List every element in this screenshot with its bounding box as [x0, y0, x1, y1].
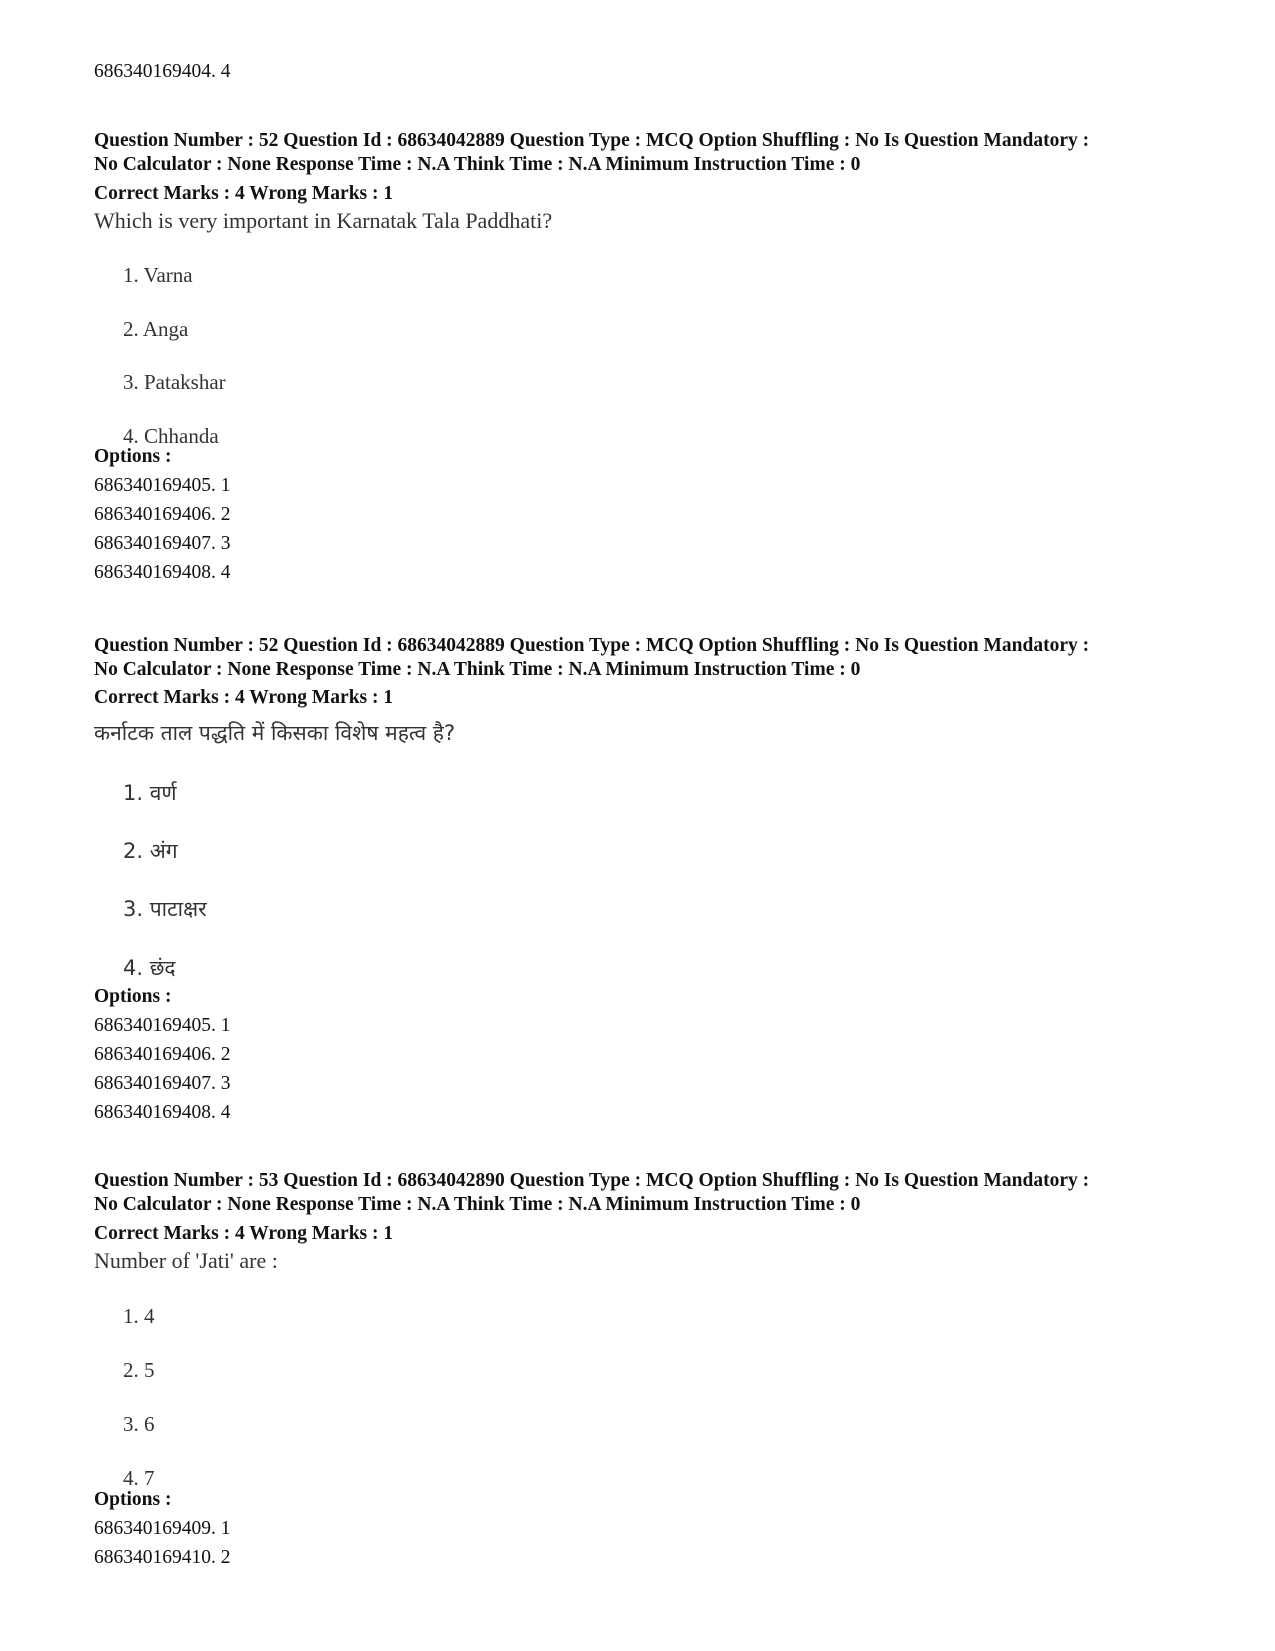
choice-item: 2. Anga: [123, 317, 189, 341]
question-header-line1: Question Number : 53 Question Id : 68634042890 Question Type : MCQ Option Shuffling : No Is Question Mandatory :: [94, 1170, 1090, 1191]
choice-item: 1. 4: [123, 1304, 155, 1328]
choice-item: 1. वर्ण: [123, 781, 177, 805]
choice-item: 4. छंद: [123, 956, 176, 980]
option-line: 686340169407. 3: [94, 533, 231, 554]
option-line: 686340169405. 1: [94, 475, 231, 496]
choice-item: 2. अंग: [123, 839, 178, 863]
choice-item: 3. 6: [123, 1412, 155, 1436]
question-header-line2: No Calculator : None Response Time : N.A Think Time : N.A Minimum Instruction Time : 0: [94, 154, 861, 175]
question-header-line1: Question Number : 52 Question Id : 68634042889 Question Type : MCQ Option Shuffling : No Is Question Mandatory :: [94, 635, 1090, 656]
options-label: Options :: [94, 1489, 172, 1510]
marks-line: Correct Marks : 4 Wrong Marks : 1: [94, 1223, 394, 1244]
question-header-line2: No Calculator : None Response Time : N.A Think Time : N.A Minimum Instruction Time : 0: [94, 659, 861, 680]
option-line: 686340169404. 4: [94, 61, 231, 82]
question-text: कर्नाटक ताल पद्धति में किसका विशेष महत्व है?: [94, 721, 456, 745]
choice-item: 3. Patakshar: [123, 370, 226, 394]
question-text: Which is very important in Karnatak Tala Paddhati?: [94, 208, 553, 233]
option-line: 686340169409. 1: [94, 1518, 231, 1539]
option-line: 686340169406. 2: [94, 1044, 231, 1065]
choice-item: 4. 7: [123, 1466, 155, 1490]
option-line: 686340169408. 4: [94, 1102, 231, 1123]
choice-item: 1. Varna: [123, 263, 193, 287]
choice-item: 3. पाटाक्षर: [123, 897, 207, 921]
options-label: Options :: [94, 986, 172, 1007]
option-line: 686340169410. 2: [94, 1547, 231, 1568]
option-line: 686340169405. 1: [94, 1015, 231, 1036]
question-header-line2: No Calculator : None Response Time : N.A Think Time : N.A Minimum Instruction Time : 0: [94, 1194, 861, 1215]
option-line: 686340169407. 3: [94, 1073, 231, 1094]
choice-item: 4. Chhanda: [123, 424, 219, 448]
marks-line: Correct Marks : 4 Wrong Marks : 1: [94, 687, 394, 708]
option-line: 686340169406. 2: [94, 504, 231, 525]
options-label: Options :: [94, 446, 172, 467]
choice-item: 2. 5: [123, 1358, 155, 1382]
marks-line: Correct Marks : 4 Wrong Marks : 1: [94, 183, 394, 204]
option-line: 686340169408. 4: [94, 562, 231, 583]
question-text: Number of 'Jati' are :: [94, 1248, 278, 1273]
question-header-line1: Question Number : 52 Question Id : 68634042889 Question Type : MCQ Option Shuffling : No Is Question Mandatory :: [94, 130, 1090, 151]
